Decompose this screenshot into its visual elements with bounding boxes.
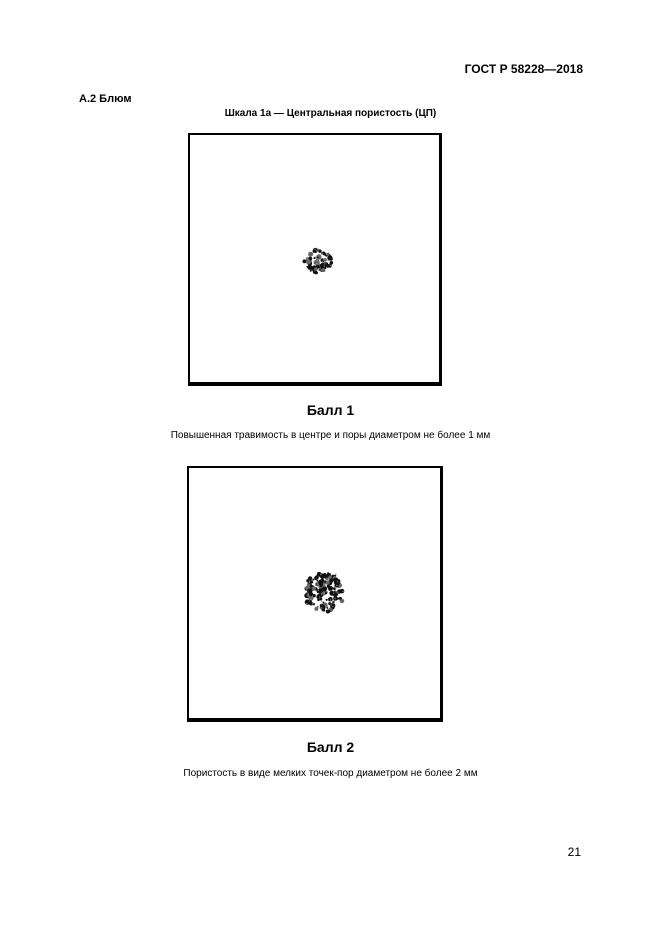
pore-speck — [321, 607, 322, 608]
pore-dot — [323, 609, 325, 611]
grade-label: Балл 2 — [306, 739, 355, 755]
pore-dot — [321, 605, 325, 609]
central-porosity-image — [189, 468, 440, 718]
pore-speck — [343, 591, 344, 592]
pore-dot — [320, 579, 324, 583]
pore-dot — [317, 580, 319, 582]
pore-dot — [332, 601, 334, 603]
pore-speck — [324, 258, 325, 259]
pore-speck — [321, 601, 322, 602]
pore-speck — [337, 581, 338, 582]
pore-dot — [326, 599, 328, 601]
pore-dot — [327, 607, 329, 609]
pore-speck — [328, 254, 329, 255]
grade-description: Повышенная травимость в центре и поры диаметром не более 1 мм — [170, 430, 491, 441]
pore-dot — [323, 252, 326, 255]
central-porosity-image — [190, 135, 439, 382]
pore-dot — [325, 593, 327, 595]
pore-dot — [329, 588, 331, 590]
grade-label: Балл 1 — [306, 402, 355, 418]
pore-dot — [314, 268, 318, 272]
pore-dot — [328, 257, 331, 260]
pore-speck — [312, 270, 313, 271]
pore-dot — [310, 270, 312, 272]
pore-speck — [330, 604, 331, 605]
pore-dot — [324, 263, 326, 265]
macrostructure-figure-grade-1 — [188, 133, 442, 386]
pore-speck — [332, 606, 333, 607]
pore-speck — [311, 599, 312, 600]
pore-speck — [320, 574, 321, 575]
pore-speck — [340, 582, 341, 583]
pore-dot — [339, 597, 342, 600]
pore-speck — [309, 582, 310, 583]
pore-dot — [330, 261, 334, 265]
pore-speck — [324, 265, 325, 266]
pore-dot — [308, 252, 313, 257]
pore-dot — [320, 590, 323, 593]
pore-dot — [314, 257, 316, 259]
pore-dot — [304, 260, 306, 262]
pore-dot — [327, 585, 330, 588]
pore-dot — [320, 598, 323, 601]
pore-speck — [317, 260, 318, 261]
pore-dot — [324, 585, 326, 587]
pore-speck — [312, 595, 313, 596]
pore-dot — [306, 259, 311, 264]
pore-dot — [307, 265, 312, 270]
pore-speck — [335, 573, 336, 574]
pore-dot — [310, 580, 313, 583]
pore-dot — [314, 576, 318, 580]
pore-dot — [321, 575, 325, 579]
pore-speck — [306, 603, 307, 604]
pore-speck — [327, 591, 328, 592]
pore-dot — [326, 581, 330, 585]
pore-speck — [336, 585, 337, 586]
pore-speck — [321, 593, 322, 594]
pore-dot — [323, 602, 325, 604]
pore-dot — [315, 271, 318, 274]
pore-speck — [314, 590, 315, 591]
pore-speck — [327, 260, 328, 261]
document-code: ГОСТ Р 58228—2018 — [464, 62, 583, 76]
pore-dot — [328, 597, 332, 601]
pore-dot — [323, 258, 327, 262]
pore-speck — [335, 590, 336, 591]
pore-speck — [321, 603, 322, 604]
pore-speck — [317, 263, 318, 264]
pore-dot — [306, 266, 308, 268]
pore-dot — [322, 262, 327, 267]
pore-speck — [342, 599, 343, 600]
pore-dot — [312, 579, 314, 581]
pore-dot — [305, 599, 310, 604]
pore-speck — [325, 606, 326, 607]
pore-speck — [330, 599, 331, 600]
pore-dot — [325, 255, 327, 257]
pore-speck — [314, 249, 315, 250]
pore-speck — [312, 603, 313, 604]
pore-dot — [317, 249, 319, 251]
pore-dot — [317, 598, 320, 601]
pore-dot — [321, 261, 323, 263]
pore-speck — [318, 590, 319, 591]
pore-speck — [328, 578, 329, 579]
pore-speck — [319, 268, 320, 269]
section-heading: А.2 Блюм — [79, 93, 132, 105]
pore-dot — [325, 574, 328, 577]
pore-speck — [319, 596, 320, 597]
pore-speck — [336, 587, 337, 588]
pore-speck — [324, 592, 325, 593]
pore-dot — [330, 578, 334, 582]
page-number: 21 — [567, 845, 581, 859]
pore-dot — [317, 606, 319, 608]
pore-dot — [328, 610, 331, 613]
grade-description: Пористость в виде мелких точек-пор диаметром не более 2 мм — [183, 768, 478, 779]
pore-speck — [315, 256, 316, 257]
pore-speck — [333, 593, 334, 594]
pore-dot — [307, 588, 312, 593]
macrostructure-figure-grade-2 — [187, 466, 443, 722]
scale-title: Шкала 1а — Центральная пористость (ЦП) — [224, 108, 437, 119]
pore-speck — [330, 265, 331, 266]
pore-speck — [335, 598, 336, 599]
pore-speck — [307, 258, 308, 259]
pore-dot — [313, 250, 316, 253]
pore-speck — [321, 269, 322, 270]
